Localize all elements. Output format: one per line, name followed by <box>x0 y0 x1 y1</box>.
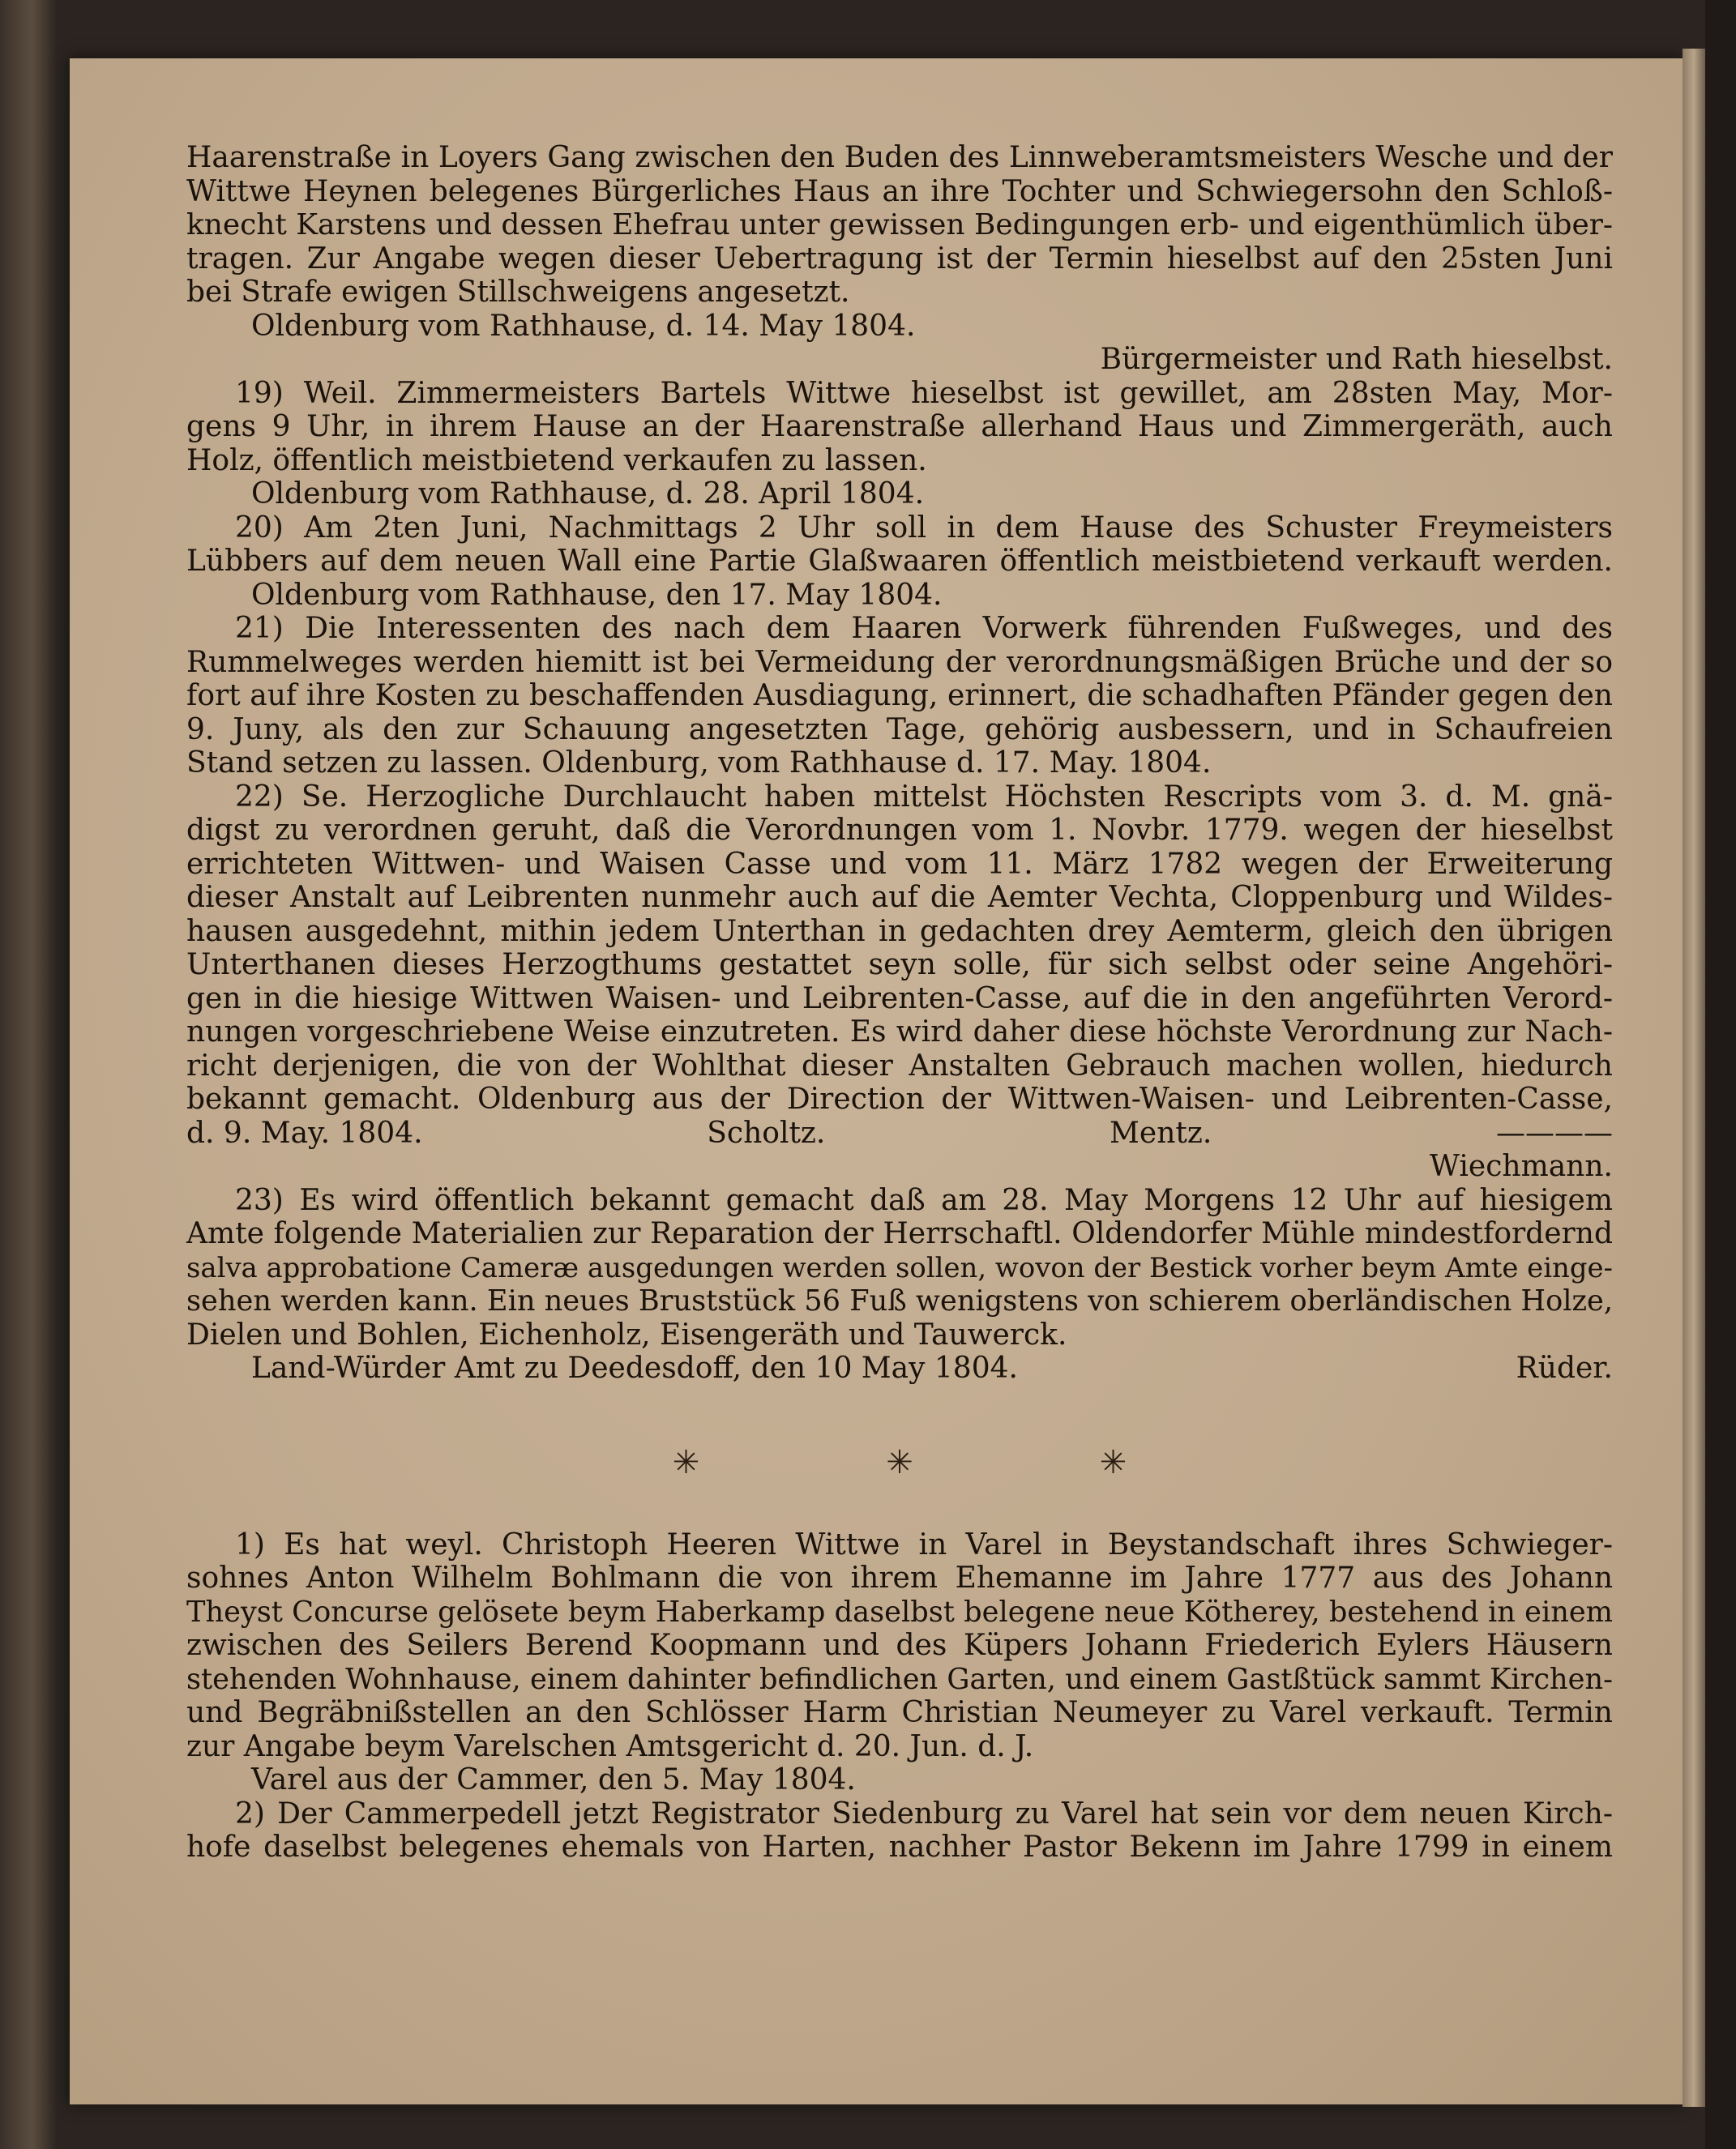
notice-19 <box>186 377 1613 511</box>
ornament-icon: ✳ <box>886 1443 913 1481</box>
notice-varel-2 <box>186 1797 1613 1865</box>
notice-date: Oldenburg vom Rathhause, d. 14. May 1804. <box>251 309 916 343</box>
ornament-icon: ✳ <box>672 1443 700 1481</box>
text-line: Wittwe Heynen belegenes Bürgerliches Haus an ihre Tochter und Schwiegersohn den Schloß- <box>186 174 1613 208</box>
text-line: knecht Karstens und dessen Ehefrau unter gewissen Bedingungen erb- und eigenthümlich über- <box>186 208 1613 241</box>
notice-22 <box>186 780 1613 1184</box>
signatory: Scholtz. <box>707 1116 826 1150</box>
text-line: fort auf ihre Kosten zu beschaffenden Ausdiagung, erinnert, die schadhaften Pfänder gegen den <box>186 679 1613 712</box>
text-line: 20) Am 2ten Juni, Nachmittags 2 Uhr soll in dem Hause des Schuster Freymeisters <box>235 511 1613 545</box>
text-line: 19) Weil. Zimmermeisters Bartels Wittwe hieselbst ist gewillet, am 28sten May, Mor- <box>235 376 1613 410</box>
text-line: Stand setzen zu lassen. Oldenburg, vom Rathhause d. 17. May. 1804. <box>186 746 1212 780</box>
text-line: 9. Juny, als den zur Schauung angesetzten Tage, gehörig ausbessern, und in Schaufreien <box>186 712 1613 746</box>
text-line: gens 9 Uhr, in ihrem Hause an der Haarenstraße allerhand Haus und Zimmergeräth, auch <box>186 410 1613 443</box>
ornament-divider <box>186 1431 1613 1496</box>
signature-row <box>186 1352 1613 1386</box>
text-line: digst zu verordnen geruht, daß die Verordnungen vom 1. Novbr. 1779. wegen der hieselbst <box>186 814 1613 847</box>
text-line: und Begräbnißstellen an den Schlösser Harm Christian Neumeyer zu Varel verkauft. Termin <box>186 1696 1613 1729</box>
text-line: hausen ausgedehnt, mithin jedem Unterthan in gedachten drey Aemterm, gleich den übrigen <box>186 914 1613 948</box>
notice-23 <box>186 1184 1613 1386</box>
page-edge <box>1683 49 1705 2107</box>
text-line: Amte folgende Materialien zur Reparation der Herrschaftl. Oldendorfer Mühle mindestfordernd <box>186 1217 1613 1250</box>
spacer <box>186 1386 1613 1431</box>
notice-place-date: Land-Würder Amt zu Deedesdoff, den 10 May 1804. <box>251 1352 1018 1385</box>
text-line: nungen vorgeschriebene Weise einzutreten. Es wird daher diese höchste Verordnung zur Nach- <box>186 1015 1613 1049</box>
text-line: dieser Anstalt auf Leibrenten nunmehr auch auf die Aemter Vechta, Cloppenburg und Wildes- <box>186 881 1613 914</box>
text-line: gen in die hiesige Wittwen Waisen- und Leibrenten-Casse, auf die in den angeführten Verord- <box>186 981 1613 1015</box>
document-body <box>186 141 1613 1865</box>
notice-varel-1 <box>186 1528 1613 1797</box>
text-line: stehenden Wohnhause, einem dahinter befindlichen Garten, und einem Gastßtück sammt Kirchen- <box>186 1662 1613 1696</box>
notice-21 <box>186 612 1613 780</box>
text-line: errichteten Wittwen- und Waisen Casse und vom 11. März 1782 wegen der Erweiterung <box>186 847 1613 881</box>
notice-date: Oldenburg vom Rathhause, d. 28. April 1804. <box>251 477 925 511</box>
text-line: bekannt gemacht. Oldenburg aus der Direction der Wittwen-Waisen- und Leibrenten-Casse, <box>186 1083 1613 1116</box>
text-line: 1) Es hat weyl. Christoph Heeren Wittwe in Varel in Beystandschaft ihres Schwieger- <box>235 1527 1613 1562</box>
text-line: Dielen und Bohlen, Eichenholz, Eisengeräth und Tauwerck. <box>186 1318 1067 1352</box>
text-line: zur Angabe beym Varelschen Amtsgericht d. 20. Jun. d. J. <box>186 1729 1034 1763</box>
text-line: Lübbers auf dem neuen Wall eine Partie Glaßwaaren öffentlich meistbietend verkauft werden. <box>186 545 1613 578</box>
spacer <box>186 1496 1613 1528</box>
notice-signature: Bürgermeister und Rath hieselbst. <box>1100 343 1613 376</box>
binding-shadow <box>1705 0 1736 2149</box>
text-line: Unterthanen dieses Herzogthums gestattet seyn solle, für sich selbst oder seine Angehöri- <box>186 948 1613 981</box>
signatory: Wiechmann. <box>1430 1150 1613 1183</box>
text-line: hofe daselbst belegenes ehemals von Harten, nachher Pastor Bekenn im Jahre 1799 in einem <box>186 1831 1613 1864</box>
ornament-icon: ✳ <box>1099 1443 1127 1481</box>
notice-date: Varel aus der Cammer, den 5. May 1804. <box>251 1763 856 1797</box>
signatory: Rüder. <box>1516 1352 1613 1385</box>
signatory: Mentz. <box>1110 1116 1212 1150</box>
notice-20 <box>186 511 1613 613</box>
text-line: Theyst Concurse gelösete beym Haberkamp daselbst belegene neue Kötherey, bestehend in einem <box>186 1595 1613 1629</box>
text-line: richt derjenigen, die von der Wohlthat dieser Anstalten Gebrauch machen wollen, hiedurch <box>186 1049 1613 1083</box>
text-line: Haarenstraße in Loyers Gang zwischen den Buden des Linnweberamtsmeisters Wesche und der <box>186 141 1613 174</box>
text-line: Rummelweges werden hiemitt ist bei Vermeidung der verordnungsmäßigen Brüche und der so <box>186 645 1613 679</box>
text-line: zwischen des Seilers Berend Koopmann und des Küpers Johann Friederich Eylers Häusern <box>186 1629 1613 1662</box>
text-line: sohnes Anton Wilhelm Bohlmann die von ihrem Ehemanne im Jahre 1777 aus des Johann <box>186 1562 1613 1595</box>
text-line: 21) Die Interessenten des nach dem Haaren Vorwerk führenden Fußweges, und des <box>235 612 1613 645</box>
text-line: 2) Der Cammerpedell jetzt Registrator Siedenburg zu Varel hat sein vor dem neuen Kirch- <box>235 1797 1613 1831</box>
text-line: tragen. Zur Angabe wegen dieser Uebertragung ist der Termin hieselbst auf den 25sten Juni <box>186 241 1613 276</box>
text-line: Holz, öffentlich meistbietend verkaufen zu lassen. <box>186 443 927 477</box>
notice-haarenstrasse <box>186 141 1613 377</box>
text-line: sehen werden kann. Ein neues Bruststück 56 Fuß wenigstens von schierem oberländischen Holze, <box>186 1284 1613 1318</box>
notice-date: Oldenburg vom Rathhause, den 17. May 1804. <box>251 578 943 612</box>
text-line: 23) Es wird öffentlich bekannt gemacht daß am 28. May Morgens 12 Uhr auf hiesigem <box>235 1183 1613 1217</box>
text-line: bei Strafe ewigen Stillschweigens angesetzt. <box>186 276 850 309</box>
notice-date: d. 9. May. 1804. <box>186 1116 423 1150</box>
text-line: salva approbatione Cameræ ausgedungen werden sollen, wovon der Bestick vorher beym Amte einge- <box>186 1251 1613 1284</box>
signature-row <box>186 1117 1613 1151</box>
dash-rule: ———— <box>1495 1116 1613 1150</box>
text-line: 22) Se. Herzogliche Durchlaucht haben mittelst Höchsten Rescripts vom 3. d. M. gnä- <box>235 780 1613 814</box>
